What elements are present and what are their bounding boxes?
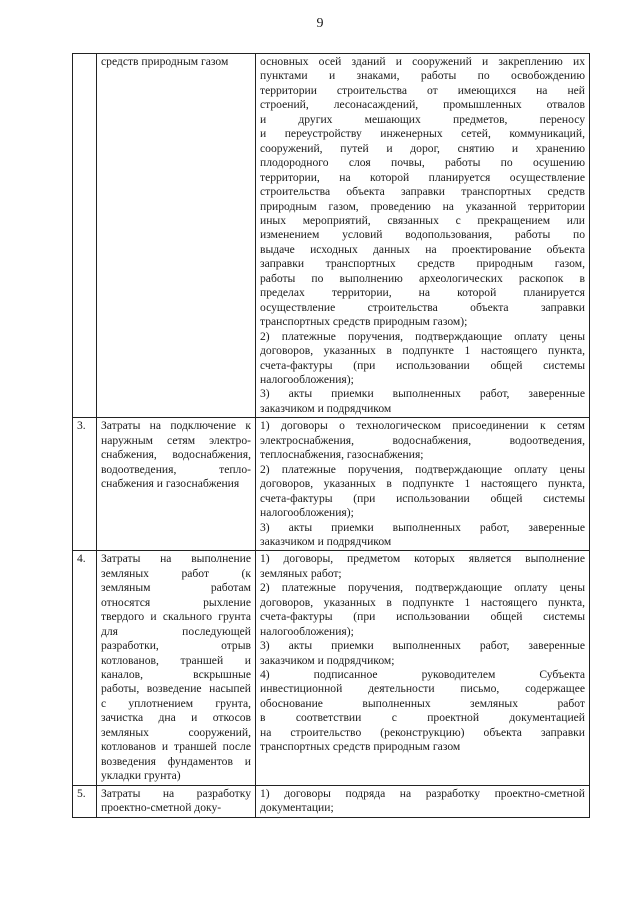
required-documents-line: изменением условий водопользования, работы по [260,228,585,242]
required-documents-line: счета-фактуры (при использовании общей системы [260,491,585,505]
required-documents-line: налогообложения); [260,372,354,386]
required-documents-line: 2) платежные поручения, подтверждающие оплату цены [260,329,585,343]
cost-item-name-line: снабжения, водоснабжения, [101,448,251,462]
required-documents-line: 1) договоры подряда на разработку проектно-сметной [260,786,585,800]
required-documents-line: теплоснабжения, газоснабжения; [260,448,424,462]
required-documents-line: инвестиционной деятельности письмо, содержащее [260,682,585,696]
cost-item-name-line: работы, возведение насыпей [101,682,251,696]
required-documents-line: 2) платежные поручения, подтверждающие оплату цены [260,462,585,476]
required-documents-line: иных мероприятий, связанных с прекращением или [260,213,585,227]
required-documents-line: заправки транспортных средств природным газом, [260,257,585,271]
table-row [73,418,590,551]
cost-item-name [97,551,256,785]
required-documents-line: в соответствии с проектной документацией [260,711,585,725]
required-documents-line: транспортных средств природным газом); [260,315,468,329]
required-documents-line: налогообложения); [260,506,354,520]
required-documents-line: 1) договоры, предметом которых является выполнение [260,552,585,566]
required-documents-line: 3) акты приемки выполненных работ, заверенные [260,520,585,534]
required-documents-line: 3) акты приемки выполненных работ, заверенные [260,639,585,653]
required-documents-line: плодородного слоя почвы, работы по осушению [260,156,585,170]
required-documents-line: 4) подписанное руководителем Субъекта [260,668,585,682]
required-documents-line: земляных работ; [260,566,342,580]
required-documents-line: договоров, указанных в подпункте 1 настоящего пункта, [260,344,585,358]
required-documents-line: счета-фактуры (при использовании общей системы [260,358,585,372]
cost-item-name-line: возведения фундаментов и [101,754,251,768]
cost-item-name-line: проектно-сметной доку- [101,801,222,815]
required-documents-line: пределах территории, на которой планируется [260,286,585,300]
cost-item-name-line: снабжения и газоснабжения [101,477,240,491]
required-documents-line: счета-фактуры (при использовании общей системы [260,610,585,624]
cost-item-name-line: Затраты на выполнение [101,552,251,566]
required-documents-line: 2) платежные поручения, подтверждающие оплату цены [260,581,585,595]
requirements-table [72,53,590,818]
cost-item-name-line: Затраты на подключение к [101,419,251,433]
page-number: 9 [316,16,324,31]
row-number [73,54,97,418]
row-number: 4. [73,551,97,785]
required-documents-line: и переустройству инженерных сетей, коммуникаций, [260,127,585,141]
required-documents-line: транспортных средств природным газом [260,740,461,754]
required-documents-line: налогообложения); [260,624,354,638]
row-number: 3. [73,418,97,551]
cost-item-name-line: каналов, вскрышные [101,668,251,682]
table-row [73,785,590,817]
cost-item-name-line: Затраты на разработку [101,786,251,800]
required-documents-line: договоров, указанных в подпункте 1 настоящего пункта, [260,595,585,609]
cost-item-name-line: земляным работам [101,581,251,595]
required-documents-line: территории строительства от имеющихся на ней [260,83,585,97]
required-documents-line: договоров, указанных в подпункте 1 настоящего пункта, [260,477,585,491]
cost-item-name [97,418,256,551]
required-documents-line: природным газом, проведению на указанной территории [260,199,585,213]
table-row [73,54,590,418]
cost-item-name-line: котлованов, траншей и [101,653,251,667]
required-documents-line: строительства объекта заправки транспортных средств [260,185,585,199]
cost-item-name-line: с уплотнением грунта, [101,696,251,710]
cost-item-name-line: твердого и скального грунта [101,610,251,624]
cost-item-name-line: земляных сооружений, [101,725,251,739]
required-documents [256,785,590,817]
required-documents-line: строений, лесонасаждений, промышленных отвалов [260,98,585,112]
required-documents-line: заказчиком и подрядчиком [260,534,392,548]
cost-item-name-line: котлованов и траншей после [101,740,251,754]
row-number: 5. [73,785,97,817]
cost-item-name [97,785,256,817]
required-documents-line: пунктами и знаками, работы по освобождению [260,69,585,83]
cost-item-name-line: наружным сетям электро- [101,433,251,447]
required-documents-line: 1) договоры о технологическом присоединении к сетям [260,419,585,433]
cost-item-name-line: разработки, отрыв [101,639,251,653]
table-row [73,551,590,785]
required-documents-line: и других мешающих предметов, переносу [260,112,585,126]
cost-item-name-line: земляных работ (к [101,566,251,580]
required-documents-line: основных осей зданий и сооружений и закреплению их [260,55,585,68]
cost-item-name-line: средств природным газом [101,55,229,68]
required-documents [256,54,590,418]
required-documents-line: осуществление строительства объекта заправки [260,300,585,314]
required-documents-line: обоснование выполненных земляных работ [260,696,585,710]
cost-item-name-line: зачистка дна и откосов [101,711,251,725]
cost-item-name-line: укладки грунта) [101,769,181,783]
required-documents-line: заказчиком и подрядчиком [260,401,392,415]
required-documents-line: 3) акты приемки выполненных работ, заверенные [260,387,585,401]
cost-item-name-line: относятся рыхление [101,595,251,609]
required-documents [256,418,590,551]
required-documents [256,551,590,785]
required-documents-line: работы по выполнению археологических раскопок в [260,271,585,285]
required-documents-line: электроснабжения, водоснабжения, водоотведения, [260,433,585,447]
required-documents-line: территории, на которой планируется осуществление [260,170,585,184]
required-documents-line: заказчиком и подрядчиком; [260,653,395,667]
cost-item-name [97,54,256,418]
required-documents-line: документации; [260,801,334,815]
required-documents-line: выдаче исходных данных на проектирование объекта [260,242,585,256]
cost-item-name-line: для последующей [101,624,251,638]
required-documents-line: сооружений, путей и дорог, снятию и хранению [260,141,585,155]
cost-item-name-line: водоотведения, тепло- [101,462,251,476]
required-documents-line: на строительство (реконструкцию) объекта заправки [260,725,585,739]
